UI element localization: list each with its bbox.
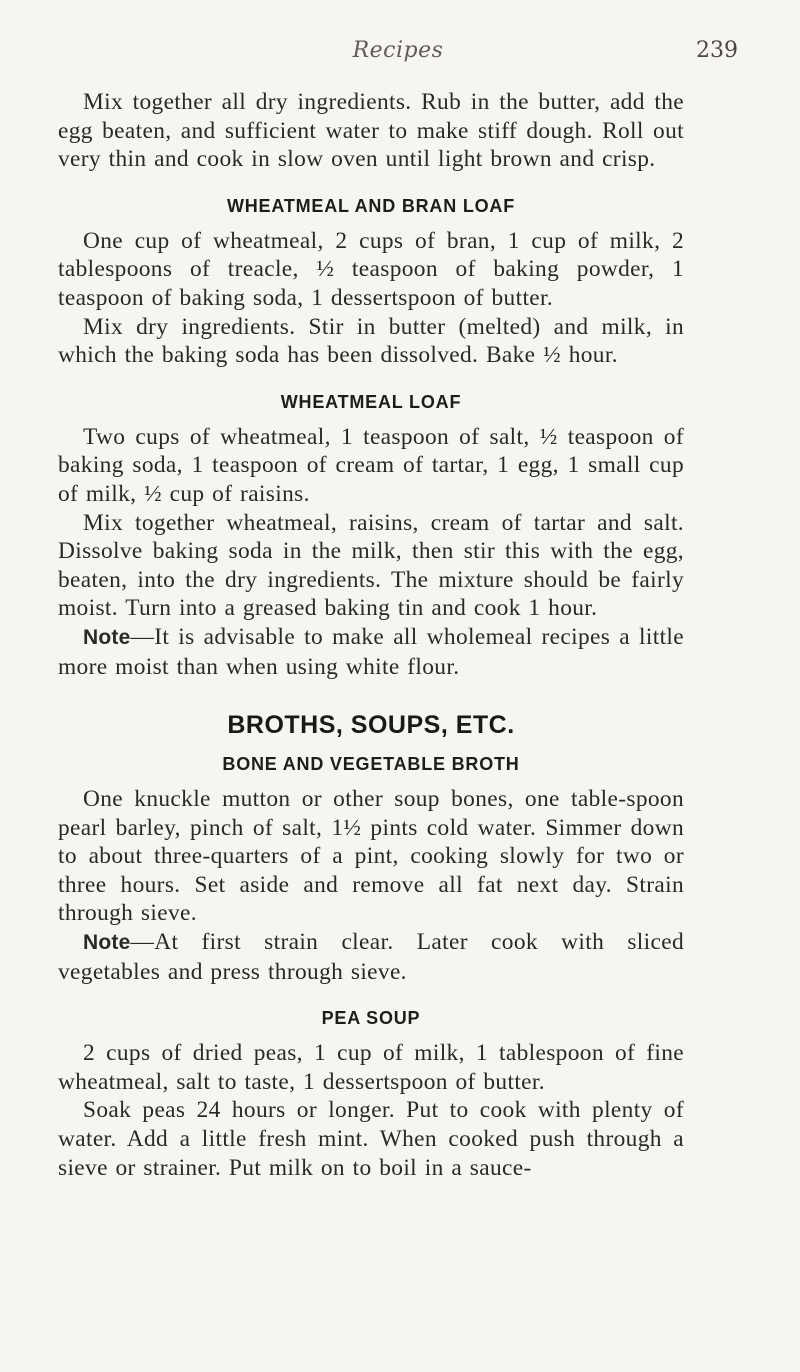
- wheatmeal-loaf-note: [58, 623, 684, 681]
- section-heading-broths-soups: BROTHS, SOUPS, ETC.: [227, 711, 515, 740]
- note-text: —It is advisable to make all wholemeal recipes a little more moist than when using white flour.: [58, 623, 684, 680]
- bone-vegetable-broth-note: [58, 928, 684, 986]
- intro-paragraph: Mix together all dry ingredients. Rub in the butter, add the egg beaten, and sufficient water to make stiff dough. Roll out very thin and cook in slow oven until light brown and crisp.: [58, 89, 684, 173]
- note-text: —At first strain clear. Later cook with sliced vegetables and press through sieve.: [58, 929, 684, 985]
- recipe-heading-bone-vegetable-broth: BONE AND VEGETABLE BROTH: [222, 754, 520, 775]
- wheatmeal-loaf-ingredients: Two cups of wheatmeal, 1 teaspoon of salt, ½ teaspoon of baking soda, 1 teaspoon of cream of tartar, 1 egg, 1 small cup of milk, ½ cup of raisins.: [58, 423, 684, 507]
- running-head-title: Recipes: [352, 38, 444, 63]
- note-label: Note: [83, 625, 131, 649]
- bone-vegetable-broth-text: One knuckle mutton or other soup bones, one table-spoon pearl barley, pinch of salt, 1½ pints cold water. Simmer down to about three-quarters of a pint, cooking slowly for two or three hours. Set aside and remove all fat next day. Strain through sieve.: [58, 786, 684, 927]
- pea-soup-method: Soak peas 24 hours or longer. Put to cook with plenty of water. Add a little fresh mint. When cooked push through a sieve or strainer. Put milk on to boil in a sauce-: [58, 1097, 684, 1181]
- wheatmeal-bran-loaf-ingredients: One cup of wheatmeal, 2 cups of bran, 1 cup of milk, 2 tablespoons of treacle, ½ teaspoon of baking powder, 1 teaspoon of baking soda, 1 dessertspoon of butter.: [58, 227, 684, 311]
- wheatmeal-loaf-method: Mix together wheatmeal, raisins, cream of tartar and salt. Dissolve baking soda in the milk, then stir this with the egg, beaten, into the dry ingredients. The mixture should be fairly moist. Turn into a greased baking tin and cook 1 hour.: [58, 509, 684, 622]
- note-label: Note: [83, 931, 131, 955]
- page-content: [58, 88, 684, 1182]
- recipe-heading-wheatmeal-loaf: WHEATMEAL LOAF: [280, 391, 462, 412]
- recipe-heading-pea-soup: PEA SOUP: [321, 1008, 421, 1029]
- running-head: [58, 38, 738, 72]
- page-number: 239: [696, 38, 738, 63]
- pea-soup-ingredients: 2 cups of dried peas, 1 cup of milk, 1 tablespoon of fine wheatmeal, salt to taste, 1 dessertspoon of butter.: [58, 1040, 684, 1095]
- recipe-heading-wheatmeal-bran-loaf: WHEATMEAL AND BRAN LOAF: [226, 195, 516, 216]
- wheatmeal-bran-loaf-method: Mix dry ingredients. Stir in butter (melted) and milk, in which the baking soda has been dissolved. Bake ½ hour.: [58, 313, 684, 369]
